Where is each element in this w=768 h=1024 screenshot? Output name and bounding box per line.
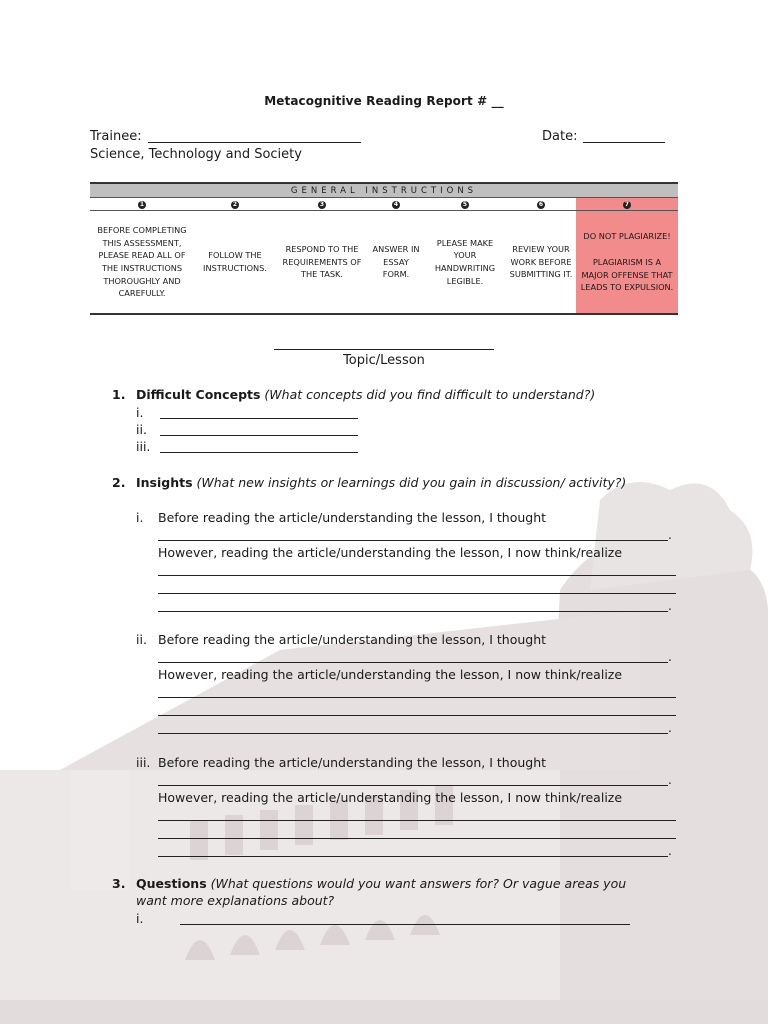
date-label: Date: [542, 129, 578, 144]
after-statement: However, reading the article/understanding the lesson, I now think/realize [158, 790, 623, 805]
instruction-number: 7 [624, 201, 630, 208]
page-title: Metacognitive Reading Report # __ [264, 94, 504, 108]
line-end: . [668, 599, 672, 613]
section-number: 1. [112, 387, 126, 402]
answer-line[interactable] [158, 611, 668, 612]
section-heading: Questions [136, 876, 207, 891]
plagiarism-warning [576, 211, 678, 315]
roman-numeral: i. [136, 405, 144, 420]
section-prompt: (What new insights or learnings did you gain in discussion/ activity?) [192, 475, 627, 490]
roman-numeral: iii. [136, 439, 151, 454]
instruction-text: ANSWER IN ESSAY FORM. [368, 211, 424, 315]
instruction-number: 6 [538, 201, 544, 208]
answer-line[interactable] [158, 820, 676, 821]
answer-line[interactable] [158, 575, 676, 576]
answer-line[interactable] [158, 593, 676, 594]
instruction-text: BEFORE COMPLETING THIS ASSESSMENT, PLEASE READ ALL OF THE INSTRUCTIONS THOROUGHLY AND CAREFULLY. [90, 211, 194, 315]
instruction-text: FOLLOW THE INSTRUCTIONS. [194, 211, 276, 315]
answer-line[interactable] [158, 733, 668, 734]
before-statement: Before reading the article/understanding the lesson, I thought [158, 510, 547, 525]
instruction-number: 2 [232, 201, 238, 208]
instruction-text: PLEASE MAKE YOUR HANDWRITING LEGIBLE. [424, 211, 506, 315]
section-prompt: (What concepts did you find difficult to understand?) [260, 387, 596, 402]
plagiarism-warning-line2: PLAGIARISM IS A MAJOR OFFENSE THAT LEADS TO EXPULSION. [580, 256, 674, 293]
line-end: . [668, 721, 672, 735]
section-prompt-continued: want more explanations about? [136, 893, 335, 908]
answer-line[interactable] [160, 435, 358, 436]
topic-line[interactable] [274, 337, 494, 350]
date-field[interactable] [542, 129, 577, 144]
general-instructions-table [90, 182, 678, 315]
roman-numeral: ii. [136, 422, 147, 437]
roman-numeral: i. [136, 911, 144, 926]
section-number: 3. [112, 876, 126, 891]
line-end: . [668, 844, 672, 858]
trainee-line [148, 142, 361, 143]
date-line [583, 142, 665, 143]
answer-line[interactable] [180, 924, 630, 925]
trainee-field[interactable] [90, 129, 142, 144]
line-end: . [668, 773, 672, 787]
instructions-header: GENERAL INSTRUCTIONS [90, 183, 678, 198]
trainee-label: Trainee: [90, 129, 142, 144]
instruction-number-row [90, 198, 678, 211]
section-number: 2. [112, 475, 126, 490]
answer-line[interactable] [158, 856, 668, 857]
answer-line[interactable] [158, 785, 668, 786]
line-end: . [668, 528, 672, 542]
instruction-text-row [90, 211, 678, 315]
answer-line[interactable] [158, 697, 676, 698]
roman-numeral: ii. [136, 632, 147, 647]
section-heading: Insights [136, 475, 193, 490]
instruction-number: 1 [139, 201, 145, 208]
roman-numeral: iii. [136, 755, 151, 770]
after-statement: However, reading the article/understanding the lesson, I now think/realize [158, 545, 623, 560]
roman-numeral: i. [136, 510, 144, 525]
subject-title: Science, Technology and Society [90, 147, 302, 162]
line-end: . [668, 650, 672, 664]
instruction-number: 4 [393, 201, 399, 208]
before-statement: Before reading the article/understanding the lesson, I thought [158, 632, 547, 647]
plagiarism-warning-line1: DO NOT PLAGIARIZE! [583, 231, 671, 242]
before-statement: Before reading the article/understanding the lesson, I thought [158, 755, 547, 770]
instruction-number: 3 [319, 201, 325, 208]
section-prompt: (What questions would you want answers for? Or vague areas you [206, 876, 627, 891]
instruction-number: 5 [462, 201, 468, 208]
answer-line[interactable] [158, 540, 668, 541]
topic-label: Topic/Lesson [343, 353, 425, 368]
section-heading: Difficult Concepts [136, 387, 261, 402]
answer-line[interactable] [160, 452, 358, 453]
instruction-text: RESPOND TO THE REQUIREMENTS OF THE TASK. [276, 211, 368, 315]
answer-line[interactable] [158, 838, 676, 839]
after-statement: However, reading the article/understanding the lesson, I now think/realize [158, 667, 623, 682]
answer-line[interactable] [158, 662, 668, 663]
answer-line[interactable] [160, 418, 358, 419]
answer-line[interactable] [158, 715, 676, 716]
instruction-text: REVIEW YOUR WORK BEFORE SUBMITTING IT. [506, 211, 576, 315]
